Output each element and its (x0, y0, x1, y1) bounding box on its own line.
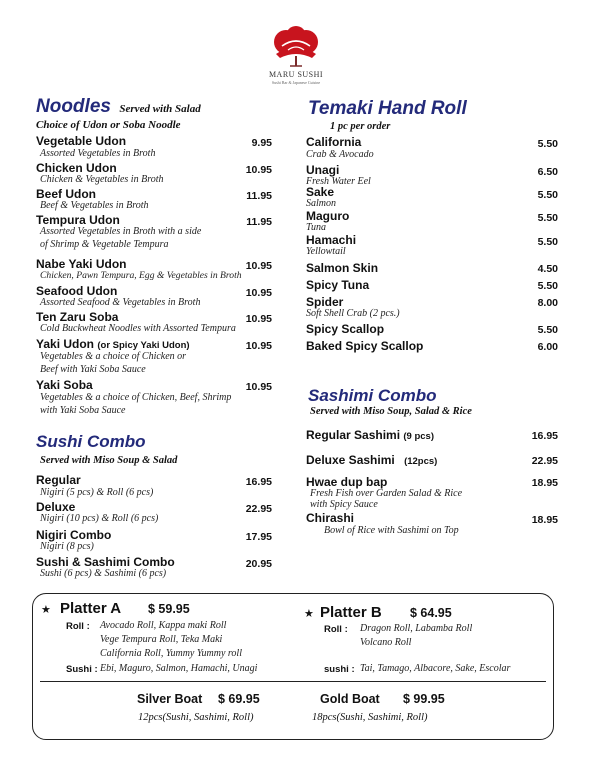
platter-b-roll-line: Dragon Roll, Labamba Roll (360, 623, 473, 634)
menu-item-price: 10.95 (245, 260, 272, 272)
platter-b-price: $ 64.95 (410, 606, 452, 620)
menu-item-desc: Fresh Water Eel (306, 176, 371, 187)
menu-item-desc: Vegetables & a choice of Chicken or (40, 351, 187, 362)
menu-item-price: 10.95 (245, 287, 272, 299)
menu-item-price: 10.95 (245, 164, 272, 176)
platter-a-price: $ 59.95 (148, 602, 190, 616)
sashimi-combo-title: Sashimi Combo (308, 386, 437, 405)
menu-item-name: Unagi (306, 163, 340, 177)
menu-item-price: 17.95 (245, 531, 272, 543)
brand-tagline: Sushi Bar & Japanese Cuisine (271, 80, 321, 85)
maru-logo-icon (262, 26, 330, 70)
gold-boat-name: Gold Boat (320, 692, 380, 706)
platter-a-name: Platter A (60, 600, 122, 617)
menu-item-name: Baked Spicy Scallop (306, 339, 424, 353)
menu-item-desc: Nigiri (5 pcs) & Roll (6 pcs) (40, 487, 154, 498)
menu-item-desc: with Yaki Soba Sauce (40, 405, 126, 416)
menu-item-name: Spider (306, 295, 344, 309)
menu-item-desc: Assorted Vegetables in Broth with a side (40, 226, 202, 237)
silver-boat-price: $ 69.95 (218, 692, 260, 706)
menu-item-name: Sake (306, 185, 335, 199)
menu-item-name: Beef Udon (36, 187, 96, 201)
menu-item-desc: Nigiri (8 pcs) (40, 541, 94, 552)
menu-item-name: Spicy Scallop (306, 322, 385, 336)
menu-item-price: 22.95 (245, 503, 272, 515)
noodles-choice: Choice of Udon or Soba Noodle (36, 119, 181, 131)
menu-item-price: 10.95 (245, 313, 272, 325)
sashimi-combo-subtitle: Served with Miso Soup, Salad & Rice (310, 406, 472, 417)
platter-a-roll-line: Vege Tempura Roll, Teka Maki (100, 634, 223, 645)
menu-item-name: Tempura Udon (36, 213, 120, 227)
sushi-combo-title: Sushi Combo (36, 432, 146, 451)
menu-item-name: Seafood Udon (36, 284, 118, 298)
menu-item-name-main: Yaki Udon (36, 337, 95, 351)
menu-item-price: 20.95 (245, 558, 272, 570)
menu-item-price: 6.50 (537, 166, 558, 178)
menu-item-name: Hamachi (306, 233, 357, 247)
platter-b-name: Platter B (320, 604, 382, 621)
silver-boat-name: Silver Boat (137, 692, 203, 706)
menu-item-name-main: Regular Sashimi (306, 428, 401, 442)
menu-item-name-extra: (or Spicy Yaki Udon) (97, 340, 190, 351)
menu-item-price: 9.95 (251, 137, 272, 149)
menu-item-desc: Chicken & Vegetables in Broth (40, 174, 164, 185)
platter-a-roll-line: Avocado Roll, Kappa maki Roll (100, 620, 227, 631)
noodles-subtitle: Served with Salad (119, 103, 201, 115)
noodles-title: Noodles (36, 96, 111, 117)
platter-b-roll-label: Roll : (324, 624, 348, 635)
menu-item-desc: with Spicy Sauce (310, 499, 378, 510)
menu-item-price: 11.95 (246, 216, 272, 228)
menu-item-price: 16.95 (245, 476, 272, 488)
menu-item-name: Chirashi (306, 511, 355, 525)
menu-item-desc: Bowl of Rice with Sashimi on Top (324, 525, 459, 536)
gold-boat-price: $ 99.95 (403, 692, 445, 706)
menu-item-desc: Assorted Seafood & Vegetables in Broth (40, 297, 201, 308)
sushi-combo-subtitle: Served with Miso Soup & Salad (40, 455, 178, 466)
menu-item-price: 5.50 (537, 189, 558, 201)
menu-item-desc: Assorted Vegetables in Broth (40, 148, 156, 159)
gold-boat-desc: 18pcs(Sushi, Sashimi, Roll) (312, 712, 428, 723)
menu-item-name (306, 453, 437, 467)
menu-item-price: 11.95 (246, 190, 272, 202)
menu-item-price: 22.95 (531, 455, 558, 467)
menu-item-name: Yaki Soba (36, 378, 93, 392)
menu-item-desc: Beef & Vegetables in Broth (40, 200, 149, 211)
menu-item-price: 18.95 (531, 477, 558, 489)
menu-item-price: 5.50 (537, 280, 558, 292)
menu-item-desc: Sushi (6 pcs) & Sashimi (6 pcs) (40, 568, 167, 579)
platter-a-roll-label: Roll : (66, 621, 90, 632)
menu-item-name (306, 428, 434, 442)
menu-item-price: 16.95 (531, 430, 558, 442)
menu-item-price: 5.50 (537, 212, 558, 224)
menu-item-name-main: Deluxe Sashimi (306, 453, 395, 467)
menu-item-desc: Soft Shell Crab (2 pcs.) (306, 308, 400, 319)
menu-item-desc: Chicken, Pawn Tempura, Egg & Vegetables in Broth (40, 270, 242, 281)
menu-item-qty: (9 pcs) (403, 431, 434, 442)
menu-item-name: Deluxe (36, 500, 76, 514)
menu-item-price: 5.50 (537, 236, 558, 248)
temaki-subtitle: 1 pc per order (330, 121, 391, 132)
menu-item-desc: Beef with Yaki Soba Sauce (40, 364, 146, 375)
menu-item-price: 5.50 (537, 324, 558, 336)
menu-item-desc: Fresh Fish over Garden Salad & Rice (310, 488, 463, 499)
menu-item-qty: (12pcs) (404, 456, 438, 467)
menu-item-desc: Crab & Avocado (306, 149, 374, 160)
menu-item-desc: Cold Buckwheat Noodles with Assorted Tempura (40, 323, 236, 334)
menu-item-name: Hwae dup bap (306, 475, 388, 489)
menu-item-name: Chicken Udon (36, 161, 117, 175)
menu-item-name: Regular (36, 473, 81, 487)
menu-item-desc: Nigiri (10 pcs) & Roll (6 pcs) (40, 513, 159, 524)
menu-item-name: Vegetable Udon (36, 134, 127, 148)
menu-item-desc: Vegetables & a choice of Chicken, Beef, Shrimp (40, 392, 232, 403)
menu-item-price: 18.95 (531, 514, 558, 526)
star-icon: ★ (304, 608, 314, 620)
menu-item-name: Nabe Yaki Udon (36, 257, 127, 271)
menu-item-price: 10.95 (245, 340, 272, 352)
temaki-title: Temaki Hand Roll (308, 98, 467, 119)
menu-item-desc: Salmon (306, 198, 336, 209)
menu-item-name: Sushi & Sashimi Combo (36, 555, 175, 569)
menu-item-desc: Yellowtail (306, 246, 346, 257)
platter-a-roll-line: California Roll, Yummy Yummy roll (100, 648, 242, 659)
menu-item-desc: Tuna (306, 222, 327, 233)
menu-item-name: Ten Zaru Soba (36, 310, 119, 324)
menu-item-name: California (306, 135, 362, 149)
menu-item-price: 10.95 (245, 381, 272, 393)
platter-b-roll-line: Volcano Roll (360, 637, 412, 648)
platter-b-sushi: Tai, Tamago, Albacore, Sake, Escolar (360, 663, 511, 674)
menu-item-price: 6.00 (537, 341, 558, 353)
menu-item-desc: of Shrimp & Vegetable Tempura (40, 239, 169, 250)
platter-a-sushi: Ebi, Maguro, Salmon, Hamachi, Unagi (100, 663, 258, 674)
silver-boat-desc: 12pcs(Sushi, Sashimi, Roll) (138, 712, 254, 723)
menu-item-name: Salmon Skin (306, 261, 379, 275)
menu-item-name: Spicy Tuna (306, 278, 370, 292)
brand-name: MARU SUSHI (268, 70, 324, 79)
menu-item-name: Nigiri Combo (36, 528, 112, 542)
menu-item-name: Maguro (306, 209, 350, 223)
platter-a-sushi-label: Sushi : (66, 664, 98, 675)
noodles-section (36, 96, 201, 118)
star-icon: ★ (41, 604, 51, 616)
menu-item-price: 8.00 (537, 297, 558, 309)
platter-b-sushi-label: sushi : (324, 664, 355, 675)
menu-item-name (36, 337, 190, 351)
platter-divider (40, 681, 546, 682)
menu-item-price: 4.50 (537, 263, 558, 275)
menu-item-price: 5.50 (537, 138, 558, 150)
